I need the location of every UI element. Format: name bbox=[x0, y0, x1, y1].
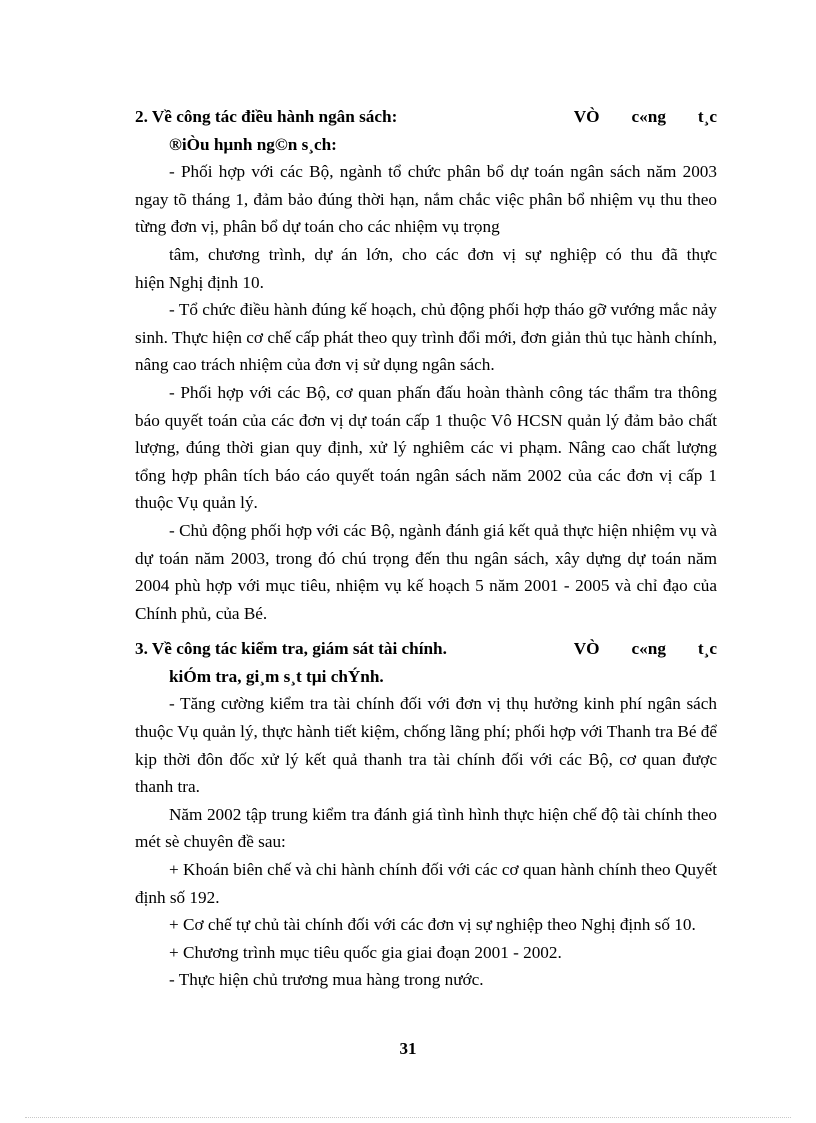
spacer bbox=[135, 627, 717, 635]
garbled-word: t¸c bbox=[697, 107, 717, 126]
paragraph: - Phối hợp với các Bộ, cơ quan phấn đấu hoàn thành công tác thẩm tra thông báo quyết toán của các đơn vị dự toán cấp 1 thuộc Vô HCSN quản lý đảm bảo chất lượng, đúng thời gian quy định, xử lý nghiêm các vi phạm. Nâng cao chất lượng tổng hợp phân tích báo cáo quyết toán ngân sách năm 2002 của các đơn vị cấp 1 thuộc Vụ quản lý. bbox=[135, 382, 717, 513]
section-2-garbled-title bbox=[574, 103, 717, 131]
section-3-heading bbox=[135, 635, 717, 663]
paragraph: + Khoán biên chế và chi hành chính đối với các cơ quan hành chính theo Quyết định số 192. bbox=[135, 860, 717, 907]
garbled-word: VÒ bbox=[573, 107, 600, 126]
paragraph: - Thực hiện chủ trương mua hàng trong nước. bbox=[169, 970, 484, 990]
section-2-title: 2. Về công tác điều hành ngân sách: bbox=[135, 107, 398, 126]
section-2-heading bbox=[135, 103, 717, 131]
page-content bbox=[135, 103, 717, 994]
paragraph: - Chủ động phối hợp với các Bộ, ngành đánh giá kết quả thực hiện nhiệm vụ và dự toán năm 2003, trong đó chú trọng đến thu ngân sách, xây dựng dự toán năm 2004 phù hợp với mục tiêu, nhiệm vụ kế hoạch 5 năm 2001 - 2005 và chỉ đạo của Chính phủ, của Bé. bbox=[135, 520, 717, 623]
page-number: 31 bbox=[399, 1039, 417, 1058]
paragraph: - Tăng cường kiểm tra tài chính đối với đơn vị thụ hưởng kinh phí ngân sách thuộc Vụ quản lý, thực hành tiết kiệm, chống lãng phí; phối hợp với Thanh tra Bé để kịp thời đôn đốc xử lý kết quả thanh tra tài chính đối với các Bộ, cơ quan được thanh tra. bbox=[135, 694, 718, 797]
paragraph: - Tổ chức điều hành đúng kế hoạch, chủ động phối hợp tháo gỡ vướng mắc nảy sinh. Thực hiện cơ chế cấp phát theo quy trình đổi mới, đơn giản thủ tục hành chính, nâng cao trách nhiệm của đơn vị sử dụng ngân sách. bbox=[135, 300, 717, 375]
paragraph-line: tâm, chương trình, dự án lớn, cho các đơn vị sự nghiệp có thu đã thực bbox=[169, 244, 717, 264]
garbled-word: c«ng bbox=[631, 639, 666, 659]
garbled-word: c«ng bbox=[631, 107, 666, 126]
section-3-garbled-continuation: kiÓm tra, gi¸m s¸t tµi chÝnh. bbox=[169, 666, 384, 686]
section-3-garbled-title bbox=[574, 635, 717, 663]
section-3-title: 3. Về công tác kiểm tra, giám sát tài chính. bbox=[135, 639, 447, 659]
paragraph: - Phối hợp với các Bộ, ngành tổ chức phân bổ dự toán ngân sách năm 2003 ngay tõ tháng 1, đảm bảo đúng thời hạn, nắm chắc việc phân bổ nhiệm vụ thu theo từng đơn vị, phân bổ dự toán cho các nhiệm vụ trọng bbox=[135, 162, 717, 237]
paragraph: Năm 2002 tập trung kiểm tra đánh giá tình hình thực hiện chế độ tài chính theo mét sè chuyên đề sau: bbox=[135, 804, 717, 852]
garbled-word: VÒ bbox=[573, 639, 600, 659]
section-2-garbled-continuation: ®iÒu hµnh ng©n s¸ch: bbox=[169, 134, 337, 154]
garbled-word: t¸c bbox=[697, 639, 717, 659]
paragraph: + Cơ chế tự chủ tài chính đối với các đơn vị sự nghiệp theo Nghị định số 10. bbox=[169, 915, 696, 935]
page-bottom-divider bbox=[25, 1117, 791, 1118]
paragraph-line: hiện Nghị định 10. bbox=[135, 272, 264, 292]
paragraph: + Chương trình mục tiêu quốc gia giai đoạn 2001 - 2002. bbox=[169, 942, 562, 962]
